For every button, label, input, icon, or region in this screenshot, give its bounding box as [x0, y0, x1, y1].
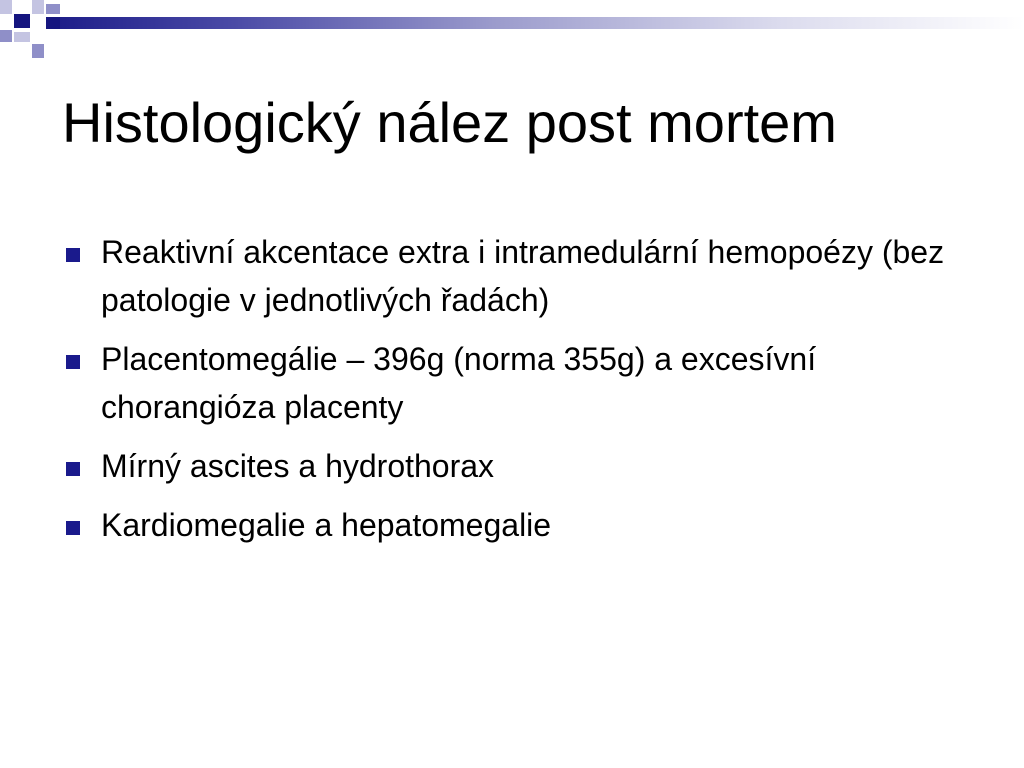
decor-square	[46, 17, 60, 29]
decor-square	[14, 14, 30, 28]
decor-square	[14, 32, 30, 42]
decor-square	[0, 30, 12, 42]
slide-title: Histologický nález post mortem	[62, 91, 837, 154]
bullet-text: Mírný ascites a hydrothorax	[101, 448, 495, 484]
bullet-item	[62, 228, 962, 324]
bullet-item	[62, 501, 962, 549]
bullet-text: Reaktivní akcentace extra i intramedulární hemopoézy (bez patologie v jednotlivých řadách)	[101, 234, 945, 318]
square-bullet-icon	[66, 248, 80, 262]
square-bullet-icon	[66, 462, 80, 476]
decor-square	[0, 0, 12, 14]
decor-square	[32, 44, 44, 58]
header-gradient-bar	[60, 17, 1024, 29]
bullet-item	[62, 442, 962, 490]
bullet-text: Kardiomegalie a hepatomegalie	[101, 507, 552, 543]
square-bullet-icon	[66, 521, 80, 535]
decor-square	[32, 0, 44, 14]
bullet-list	[62, 228, 962, 560]
bullet-text: Placentomegálie – 396g (norma 355g) a excesívní chorangióza placenty	[101, 341, 817, 425]
decor-square	[46, 4, 60, 14]
square-bullet-icon	[66, 355, 80, 369]
bullet-item	[62, 335, 962, 431]
